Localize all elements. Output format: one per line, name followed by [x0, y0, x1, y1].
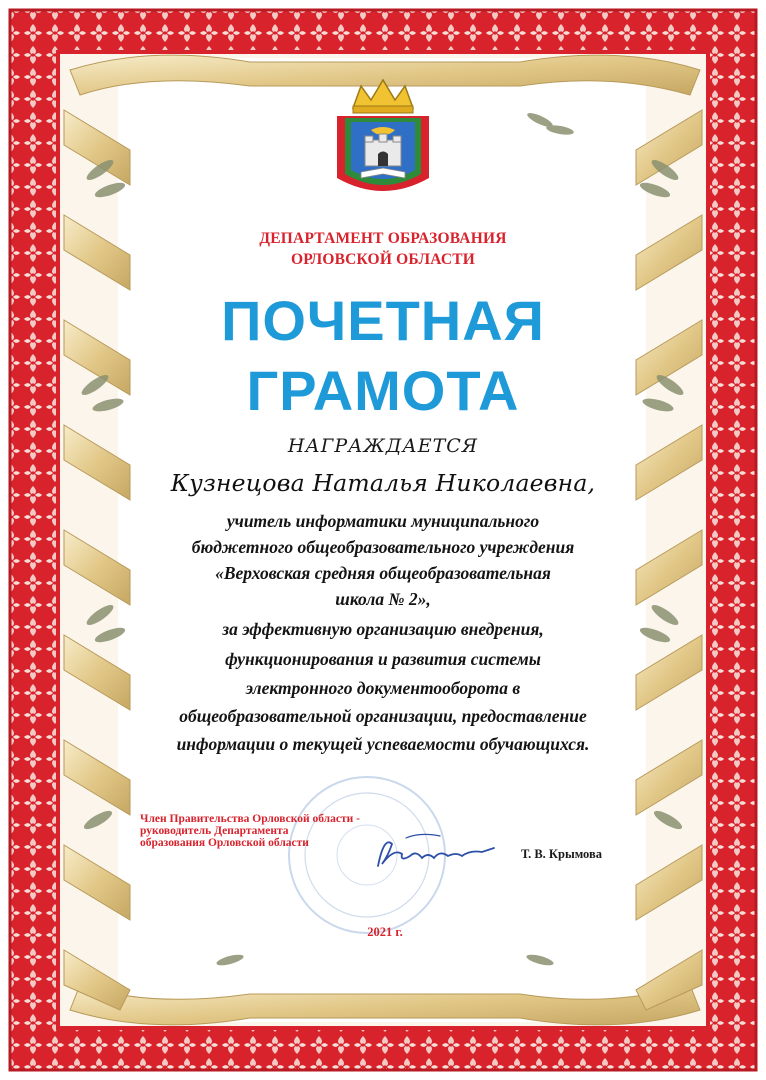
handwritten-signature	[370, 826, 500, 876]
recipient-name: Кузнецова Наталья Николаевна,	[170, 469, 596, 497]
title-line-2: ГРАМОТА	[246, 359, 520, 422]
signer-position-line: руководитель Департамента	[140, 825, 289, 837]
title-line-1: ПОЧЕТНАЯ	[221, 289, 545, 352]
signer-position-line: образования Орловской области	[140, 837, 309, 849]
award-text-line: электронного документооборота в	[245, 678, 521, 698]
award-text-line: учитель информатики муниципального	[226, 511, 540, 531]
signer-position-line: Член Правительства Орловской области -	[140, 813, 360, 825]
award-text-line: общеобразовательной организации, предоставление	[179, 706, 587, 726]
signer-name: Т. В. Крымова	[521, 847, 602, 861]
award-text-line: «Верховская средняя общеобразовательная	[215, 563, 551, 583]
orel-region-coat-of-arms-icon	[331, 78, 435, 206]
department-line-1: ДЕПАРТАМЕНТ ОБРАЗОВАНИЯ	[259, 230, 507, 247]
department-line-2: ОРЛОВСКОЙ ОБЛАСТИ	[290, 251, 476, 268]
awarded-label: НАГРАЖДАЕТСЯ	[287, 435, 479, 457]
award-text-line: бюджетного общеобразовательного учреждения	[191, 537, 575, 557]
award-text-line: за эффективную организацию внедрения,	[222, 619, 544, 639]
award-text-line: функционирования и развития системы	[225, 649, 541, 669]
award-text-line: школа № 2»,	[335, 589, 431, 609]
award-text-line: информации о текущей успеваемости обучающихся.	[176, 734, 590, 754]
issue-year: 2021 г.	[367, 925, 403, 939]
